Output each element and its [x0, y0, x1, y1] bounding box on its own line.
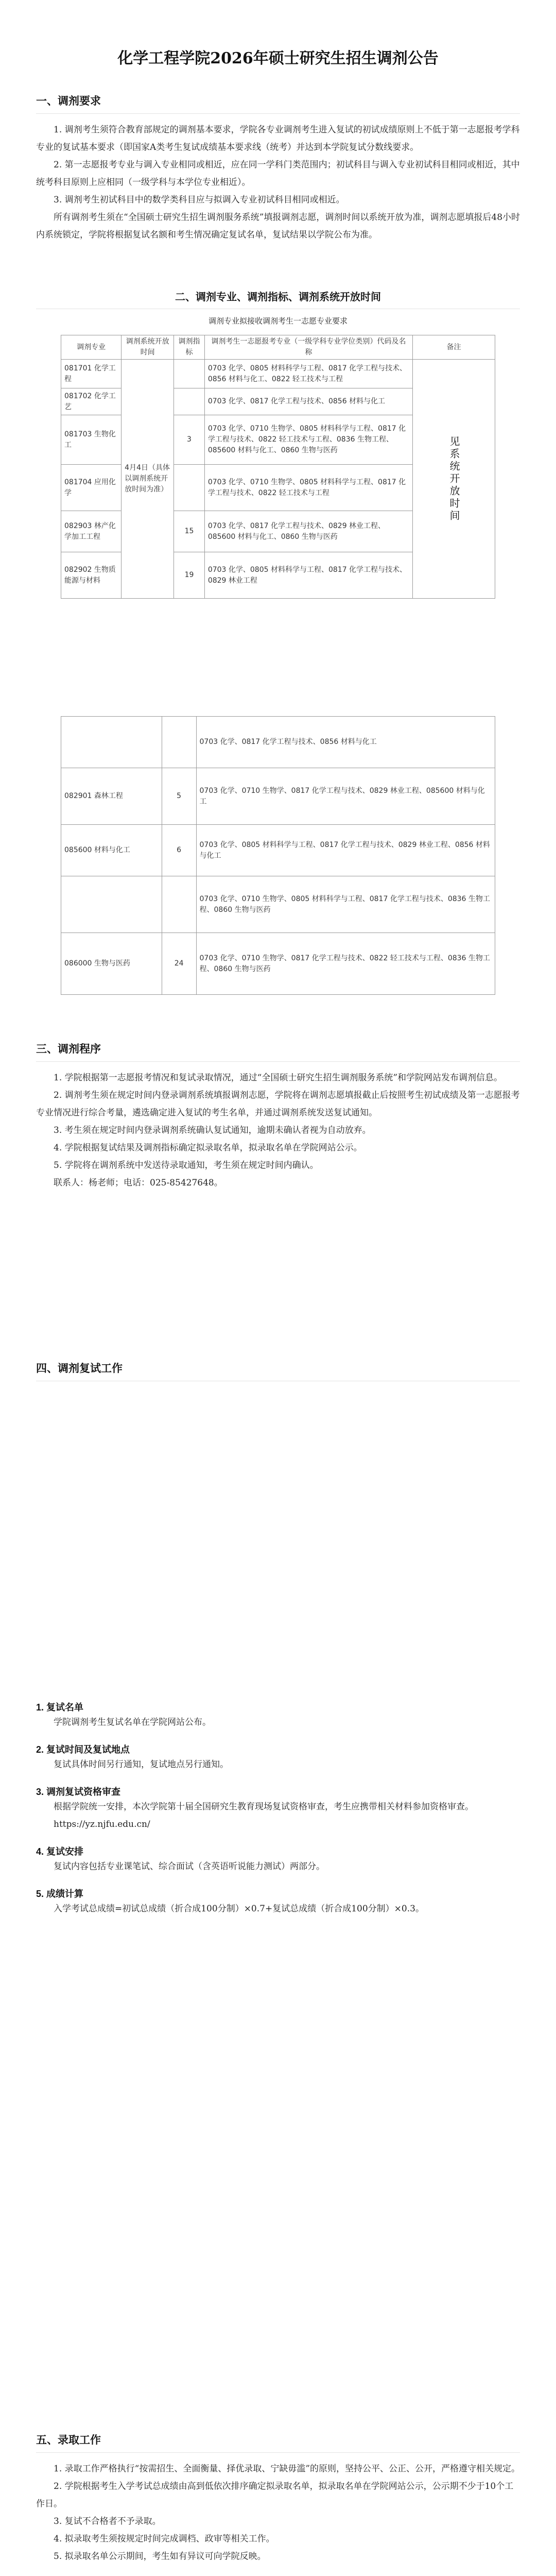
section-heading: 三、调剂程序 — [36, 1043, 101, 1055]
header-cell: 调剂指标 — [174, 335, 205, 360]
cell-requirement: 0703 化学、0805 材料科学与工程、0817 化学工程与技术、0829 林业工程、0856 材料与化工 — [196, 825, 495, 876]
cell-requirement: 0703 化学、0710 生物学、0805 材料科学与工程、0817 化学工程与技术、0822 轻工技术与工程 — [204, 465, 412, 511]
paragraph: 4. 拟录取考生须按规定时间完成调档、政审等相关工作。 — [54, 2534, 275, 2544]
sub-heading: 3. 调剂复试资格审查 — [36, 1787, 121, 1797]
cell-code: 085600 材料与化工 — [61, 825, 162, 876]
header-cell: 调剂专业 — [61, 335, 121, 360]
cell-open-time: 4月4日（具体以调剂系统开放时间为准） — [121, 360, 174, 599]
table-header-row — [61, 335, 495, 360]
contact-line: 联系人：杨老师；电话：025-85427648。 — [54, 1178, 223, 1188]
cell-note: 见系统开放时间 — [412, 360, 495, 599]
cell-code — [61, 717, 162, 768]
cell-requirement: 0703 化学、0710 生物学、0817 化学工程与技术、0829 林业工程、085600 材料与化工 — [196, 768, 495, 825]
cell-quota: 5 — [162, 768, 196, 825]
table-row — [61, 825, 495, 876]
paragraph: 根据学院统一安排，本次学院第十届全国研究生教育现场复试资格审查，考生应携带相关材料参加资格审查。 — [54, 1802, 474, 1812]
cell-quota: 6 — [162, 825, 196, 876]
table-row — [61, 933, 495, 995]
cell-quota — [162, 876, 196, 933]
page-title: 化学工程学院2026年硕士研究生招生调剂公告 — [117, 49, 439, 67]
cell-code: 082901 森林工程 — [61, 768, 162, 825]
paragraph: 1. 学院根据第一志愿报考情况和复试录取情况，通过“全国硕士研究生招生调剂服务系统”和学院网站发布调剂信息。 — [54, 1073, 503, 1083]
cell-requirement: 0703 化学、0817 化学工程与技术、0856 材料与化工 — [204, 388, 412, 415]
cell-requirement: 0703 化学、0817 化学工程与技术、0829 林业工程、085600 材料与化工、0860 生物与医药 — [204, 511, 412, 552]
cell-code: 081702 化学工艺 — [61, 388, 121, 415]
paragraph: 5. 拟录取名单公示期间，考生如有异议可向学院反映。 — [54, 2551, 266, 2562]
section-heading: 四、调剂复试工作 — [36, 1363, 123, 1375]
cell-requirement: 0703 化学、0710 生物学、0817 化学工程与技术、0822 轻工技术与工程、0836 生物工程、0860 生物与医药 — [196, 933, 495, 995]
table-row — [61, 717, 495, 768]
paragraph: 入学考试总成绩=初试总成绩（折合成100分制）×0.7+复试总成绩（折合成100分制）×0.3。 — [54, 1904, 424, 1914]
paragraph: 3. 调剂考生初试科目中的数学类科目应与拟调入专业初试科目相同或相近。 — [54, 195, 345, 205]
cell-code — [61, 876, 162, 933]
paragraph: 4. 学院根据复试结果及调剂指标确定拟录取名单，拟录取名单在学院网站公示。 — [54, 1143, 362, 1153]
cell-quota — [174, 360, 205, 388]
cell-quota: 19 — [174, 552, 205, 599]
paragraph: 1. 录取工作严格执行“按需招生、全面衡量、择优录取、宁缺毋滥”的原则，坚持公平、公正、公开，严格遵守相关规定。 — [54, 2464, 520, 2474]
section-requirements — [36, 93, 520, 244]
cell-code: 082903 林产化学加工工程 — [61, 511, 121, 552]
table-row — [61, 360, 495, 388]
paragraph: 所有调剂考生须在“全国硕士研究生招生调剂服务系统”填报调剂志愿，调剂时间以系统开放为准，调剂志愿填报后48小时内系统锁定，学院将根据复试名额和考生情况确定复试名单，复试结果以学院公布为准。 — [36, 212, 520, 240]
cell-code: 086000 生物与医药 — [61, 933, 162, 995]
sub-heading: 5. 成绩计算 — [36, 1889, 84, 1899]
table-row — [61, 876, 495, 933]
retest-details — [36, 1700, 520, 1918]
section-retest — [36, 1360, 520, 1381]
table-row — [61, 768, 495, 825]
cell-quota: 15 — [174, 511, 205, 552]
section-heading: 五、录取工作 — [36, 2434, 101, 2446]
sub-heading: 1. 复试名单 — [36, 1702, 84, 1713]
paragraph: 5. 学院将在调剂系统中发送待录取通知，考生须在规定时间内确认。 — [54, 1160, 319, 1171]
section-admission — [36, 2432, 520, 2565]
cell-requirement: 0703 化学、0805 材料科学与工程、0817 化学工程与技术、0829 林业工程 — [204, 552, 412, 599]
cell-code: 082902 生物质能源与材料 — [61, 552, 121, 599]
section-quota — [36, 289, 520, 326]
cell-requirement: 0703 化学、0805 材料科学与工程、0817 化学工程与技术、0856 材料与化工、0822 轻工技术与工程 — [204, 360, 412, 388]
paragraph: 2. 学院根据考生入学考试总成绩由高到低依次排序确定拟录取名单，拟录取名单在学院网站公示，公示期不少于10个工作日。 — [36, 2481, 514, 2509]
cell-code: 081703 生物化工 — [61, 415, 121, 465]
header-cell: 备注 — [412, 335, 495, 360]
cell-quota — [174, 465, 205, 511]
divider — [36, 2452, 520, 2453]
retest-link[interactable]: https://yz.njfu.edu.cn/ — [54, 1819, 150, 1829]
paragraph: 2. 调剂考生须在规定时间内登录调剂系统填报调剂志愿，学院将在调剂志愿填报截止后按照考生初试成绩及第一志愿报考专业情况进行综合考量，遴选确定进入复试的考生名单，并通过调剂系统发送复试通知。 — [36, 1090, 520, 1118]
header-cell: 调剂系统开放时间 — [121, 335, 174, 360]
cell-quota — [162, 717, 196, 768]
sub-heading: 4. 复试安排 — [36, 1846, 84, 1857]
section-procedure — [36, 1041, 520, 1192]
divider — [36, 1061, 520, 1062]
paragraph: 3. 考生须在规定时间内登录调剂系统确认复试通知，逾期未确认者视为自动放弃。 — [54, 1125, 371, 1136]
sub-heading: 2. 复试时间及复试地点 — [36, 1744, 130, 1755]
cell-requirement: 0703 化学、0710 生物学、0805 材料科学与工程、0817 化学工程与技术、0836 生物工程、0860 生物与医药 — [196, 876, 495, 933]
cell-requirement: 0703 化学、0710 生物学、0805 材料科学与工程、0817 化学工程与技术、0822 轻工技术与工程、0836 生物工程、085600 材料与化工、0860 生物与医药 — [204, 415, 412, 465]
cell-quota: 24 — [162, 933, 196, 995]
header-cell: 调剂考生一志愿报考专业（一级学科专业学位类别）代码及名称 — [204, 335, 412, 360]
quota-table-2 — [61, 716, 495, 995]
paragraph: 复试内容包括专业课笔试、综合面试（含英语听说能力测试）两部分。 — [54, 1861, 325, 1872]
paragraph: 复试具体时间另行通知，复试地点另行通知。 — [54, 1759, 229, 1770]
section-heading: 二、调剂专业、调剂指标、调剂系统开放时间 — [175, 292, 381, 303]
cell-code: 081704 应用化学 — [61, 465, 121, 511]
paragraph: 学院调剂考生复试名单在学院网站公布。 — [54, 1717, 211, 1727]
cell-quota — [174, 388, 205, 415]
quota-table-1 — [61, 335, 495, 599]
table-caption: 调剂专业拟接收调剂考生一志愿专业要求 — [208, 316, 348, 326]
cell-quota: 3 — [174, 415, 205, 465]
cell-code: 081701 化学工程 — [61, 360, 121, 388]
paragraph: 3. 复试不合格者不予录取。 — [54, 2516, 161, 2527]
paragraph: 2. 第一志愿报考专业与调入专业相同或相近，应在同一学科门类范围内；初试科目与调入专业初试科目相同或相近，其中统考科目原则上应相同（一级学科与本学位专业相近）。 — [36, 160, 520, 188]
divider — [36, 113, 520, 114]
section-heading: 一、调剂要求 — [36, 95, 101, 107]
paragraph: 1. 调剂考生须符合教育部规定的调剂基本要求，学院各专业调剂考生进入复试的初试成绩原则上不低于第一志愿报考学科专业的复试基本要求（即国家A类考生复试成绩基本要求线（统考）并达到本学院复试分数线要求。 — [36, 125, 520, 152]
cell-requirement: 0703 化学、0817 化学工程与技术、0856 材料与化工 — [196, 717, 495, 768]
